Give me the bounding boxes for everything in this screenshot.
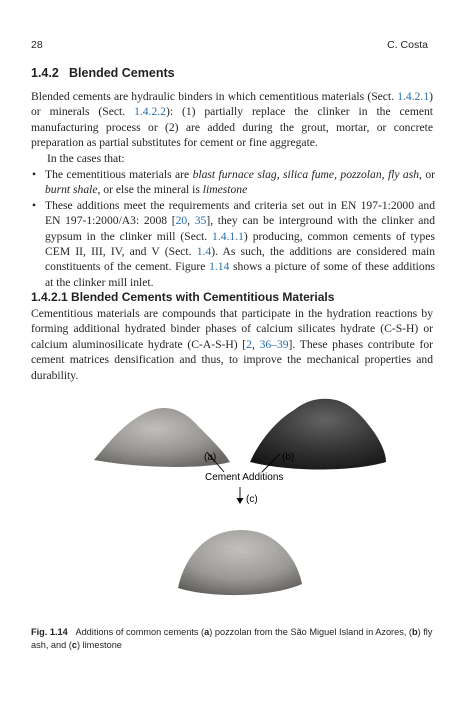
caption-letter: c <box>71 639 77 650</box>
bullet-list <box>31 167 435 290</box>
text-run: ], they can be interground with the clinker and gypsum in the clinker mill (Sect. <box>45 214 436 243</box>
text-run: , <box>276 168 283 181</box>
cement-additions-label: Cement Additions <box>205 472 284 483</box>
section-link[interactable]: 1.4 <box>196 245 212 259</box>
term: silica fume <box>283 168 335 181</box>
text-run: ) or minerals (Sect. <box>31 90 433 119</box>
limestone-pile <box>178 530 302 595</box>
bullet-dot: • <box>32 168 37 181</box>
subsection-paragraph <box>31 306 433 383</box>
page-number: 28 <box>31 39 43 51</box>
term: limestone <box>202 183 248 197</box>
section-heading <box>31 66 175 80</box>
text-run: , <box>334 168 341 181</box>
citation-link[interactable]: 20 <box>175 214 188 228</box>
text-run: , <box>187 214 195 228</box>
label-a: (a) <box>204 452 217 463</box>
section-title: Blended Cements <box>69 66 175 80</box>
figure-link[interactable]: 1.14 <box>209 260 230 274</box>
text-run: Additions of common cements ( <box>75 627 205 637</box>
label-b: (b) <box>282 452 295 463</box>
text-run: – <box>271 337 277 351</box>
text-run: shows a picture of some of these additions at the clinker mill inlet. <box>45 260 436 289</box>
intro-lead: In the cases that: <box>47 151 125 165</box>
text-run: ) fly ash, and ( <box>31 627 433 650</box>
caption-letter: a <box>204 627 210 637</box>
text-run: ]. These phases contribute for cement matrices densification and thus, to improve the mechanical properties and durability. <box>31 337 433 382</box>
label-c: (c) <box>246 494 258 505</box>
citation-link[interactable]: 39 <box>276 337 289 351</box>
fly-ash-pile <box>250 399 386 470</box>
text-run: ) limestone <box>76 639 122 650</box>
text-run: ) producing, common cements of types CEM II, III, IV, and V (Sect. <box>45 229 435 259</box>
section-link[interactable]: 1.4.2.2 <box>134 105 166 119</box>
text-run: ) pozzolan from the São Miguel Island in Azores, ( <box>209 627 412 637</box>
citation-link[interactable]: 35 <box>194 214 207 228</box>
bullet-item <box>31 167 435 198</box>
intro-paragraph <box>31 89 433 166</box>
text-run: ). As such, the additions are considered main constituents of the cement. Figure <box>45 245 435 274</box>
arrow-head-c <box>237 498 244 504</box>
caption-figure-number: Fig. 1.14 <box>31 627 68 637</box>
term: pozzolan <box>340 168 382 181</box>
text-run: The cementitious materials are <box>45 168 193 181</box>
section-number: 1.4.2 <box>31 66 59 80</box>
section-link[interactable]: 1.4.2.1 <box>397 90 430 103</box>
text-run: Blended cements are hydraulic binders in which cementitious materials (Sect. <box>31 90 398 103</box>
term: blast furnace slag <box>192 168 277 181</box>
text-run: These additions meet the requirements and criteria set out in EN 197-1:2000 and EN 197-1:2000/A3: 2008 [ <box>45 198 435 228</box>
bullet-item <box>31 198 435 290</box>
text-run: Cementitious materials are compounds that participate in the hydration reactions by forming additional hydrated binder phases of calcium silicates hydrate (C-S-H) or calcium aluminosilicate hydrate (C-A-S-H) [ <box>31 307 433 351</box>
text-run: , or <box>419 168 436 181</box>
section-link[interactable]: 1.4.1.1 <box>212 229 244 243</box>
text-run: , <box>381 168 388 181</box>
figure-caption <box>31 626 435 651</box>
caption-letter: b <box>412 627 418 637</box>
cement-additions-figure <box>90 392 388 607</box>
subsection-heading <box>31 290 334 304</box>
subsection-number: 1.4.2.1 <box>31 290 68 304</box>
bullet-dot: • <box>32 198 37 212</box>
running-head-author: C. Costa <box>387 39 428 51</box>
citation-link[interactable]: 2 <box>246 337 252 351</box>
term: fly ash <box>387 168 420 181</box>
text-run: , or else the mineral is <box>97 183 203 197</box>
subsection-title: Blended Cements with Cementitious Materials <box>71 290 335 304</box>
citation-link[interactable]: 36 <box>259 337 272 351</box>
term: burnt shale <box>45 183 98 197</box>
text-run: , <box>251 337 260 351</box>
text-run: ): (1) partially replace the clinker in the cement manufacturing process or (2) are added during the grout, mortar, or concrete preparation as partial substitutes for cement or fine aggregate. <box>31 105 434 150</box>
